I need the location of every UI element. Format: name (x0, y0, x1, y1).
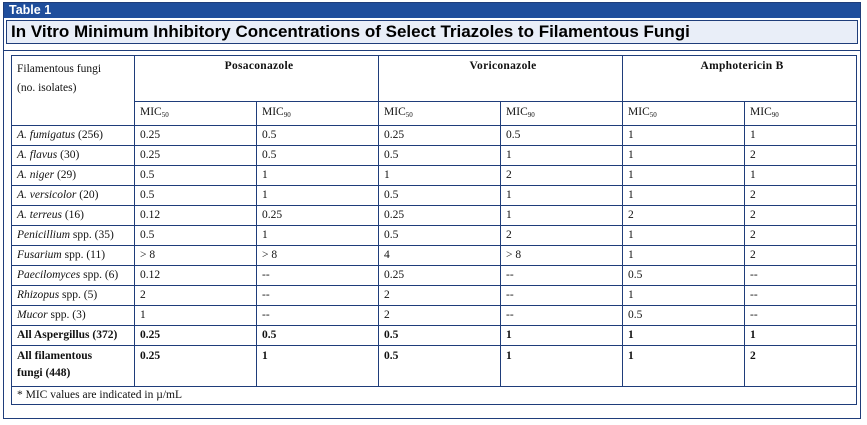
mic50-header (135, 102, 257, 126)
mic-value-cell: 0.25 (135, 346, 257, 387)
mic-sub-90: 90 (771, 111, 779, 119)
table-row (12, 206, 857, 226)
mic-value-cell: 0.5 (379, 346, 501, 387)
isolate-count: spp. (5) (59, 289, 98, 301)
mic-value-cell: 0.5 (623, 306, 745, 326)
mic-prefix: MIC (262, 106, 284, 118)
group-header-posaconazole: Posaconazole (135, 56, 379, 102)
mic-value-cell: 1 (379, 166, 501, 186)
isolate-count: (16) (61, 209, 84, 221)
mic-value-cell: 1 (501, 326, 623, 346)
mic-prefix: MIC (750, 106, 772, 118)
mic-value-cell: 1 (257, 186, 379, 206)
mic-value-cell: 1 (623, 286, 745, 306)
table-row (12, 266, 857, 286)
species-name: A. versicolor (17, 189, 77, 201)
mic-prefix: MIC (506, 106, 528, 118)
species-name: A. fumigatus (17, 129, 76, 141)
fungi-column-header (12, 56, 135, 126)
summary-label-cell (12, 346, 135, 387)
species-name: Rhizopus (17, 289, 60, 301)
mic-value-cell: 0.25 (135, 126, 257, 146)
mic-value-cell: 1 (501, 146, 623, 166)
mic-value-cell: 1 (745, 126, 857, 146)
species-name: Mucor (17, 309, 48, 321)
mic-value-cell: 0.12 (135, 206, 257, 226)
isolate-count: (20) (76, 189, 99, 201)
mic-value-cell: -- (501, 286, 623, 306)
mic90-header (257, 102, 379, 126)
mic-prefix: MIC (384, 106, 406, 118)
mic-value-cell: 0.25 (257, 206, 379, 226)
species-name: A. terreus (17, 209, 62, 221)
mic-value-cell: 0.12 (135, 266, 257, 286)
mic-value-cell: 0.25 (135, 326, 257, 346)
mic-prefix: MIC (140, 106, 162, 118)
mic-value-cell: 1 (501, 206, 623, 226)
mic-value-cell: 0.5 (623, 266, 745, 286)
isolate-count: spp. (3) (47, 309, 86, 321)
table-frame (3, 2, 861, 419)
isolate-count: spp. (11) (61, 249, 106, 261)
isolate-count: (29) (54, 169, 77, 181)
table-row (12, 186, 857, 206)
mic-value-cell: 2 (135, 286, 257, 306)
species-name: A. niger (17, 169, 55, 181)
mic-value-cell: > 8 (501, 246, 623, 266)
mic-value-cell: 0.5 (501, 126, 623, 146)
mic90-header (745, 102, 857, 126)
header-row-groups (12, 56, 857, 102)
species-cell (12, 246, 135, 266)
mic-value-cell: 1 (623, 226, 745, 246)
mic-value-cell: 2 (623, 206, 745, 226)
mic-value-cell: 2 (745, 346, 857, 387)
mic-value-cell: 4 (379, 246, 501, 266)
species-cell (12, 306, 135, 326)
table-row (12, 246, 857, 266)
group-header-amphotericin: Amphotericin B (623, 56, 857, 102)
mic-value-cell: 1 (623, 326, 745, 346)
mic-value-cell: 1 (623, 146, 745, 166)
mic-value-cell: 1 (257, 166, 379, 186)
mic-value-cell: 1 (623, 346, 745, 387)
mic-value-cell: 0.5 (379, 326, 501, 346)
species-cell (12, 126, 135, 146)
table-row (12, 166, 857, 186)
isolate-count: spp. (35) (70, 229, 114, 241)
mic-value-cell: 0.5 (257, 126, 379, 146)
fungi-header-line2: (no. isolates) (17, 82, 77, 94)
mic-sub-50: 50 (405, 111, 413, 119)
mic-value-cell: 1 (745, 326, 857, 346)
table-label: Table 1 (4, 3, 860, 18)
mic-value-cell: 1 (623, 186, 745, 206)
summary-label-line1: All filamentous (17, 350, 93, 362)
mic-sub-50: 50 (649, 111, 657, 119)
mic-sub-90: 90 (527, 111, 535, 119)
species-cell (12, 186, 135, 206)
mic50-header (623, 102, 745, 126)
mic-value-cell: 2 (745, 146, 857, 166)
table-row (12, 226, 857, 246)
species-name: A. flavus (17, 149, 58, 161)
mic-value-cell: 0.5 (257, 146, 379, 166)
footnote-row (12, 387, 857, 405)
mic-value-cell: -- (745, 266, 857, 286)
mic-value-cell: -- (257, 266, 379, 286)
mic50-header (379, 102, 501, 126)
summary-row (12, 326, 857, 346)
mic90-header (501, 102, 623, 126)
mic-value-cell: 2 (379, 306, 501, 326)
mic-value-cell: -- (501, 266, 623, 286)
mic-value-cell: 0.5 (135, 226, 257, 246)
mic-value-cell: -- (257, 286, 379, 306)
mic-value-cell: 0.25 (135, 146, 257, 166)
mic-value-cell: 2 (501, 226, 623, 246)
mic-sub-90: 90 (283, 111, 291, 119)
mic-value-cell: 2 (745, 206, 857, 226)
species-name: Fusarium (17, 249, 62, 261)
mic-value-cell: 0.25 (379, 266, 501, 286)
mic-value-cell: 2 (745, 186, 857, 206)
mic-value-cell: -- (745, 306, 857, 326)
summary-row (12, 346, 857, 387)
mic-value-cell: 0.25 (379, 126, 501, 146)
species-name: Penicillium (17, 229, 71, 241)
isolate-count: (256) (75, 129, 103, 141)
species-cell (12, 226, 135, 246)
table-row (12, 306, 857, 326)
table-title: In Vitro Minimum Inhibitory Concentrations of Select Triazoles to Filamentous Fungi (6, 20, 858, 44)
summary-label-line2: fungi (448) (17, 367, 71, 379)
mic-value-cell: -- (745, 286, 857, 306)
mic-value-cell: 0.25 (379, 206, 501, 226)
mic-value-cell: 0.5 (135, 186, 257, 206)
species-cell (12, 266, 135, 286)
mic-value-cell: 0.5 (379, 226, 501, 246)
mic-table (11, 55, 857, 405)
mic-value-cell: 0.5 (135, 166, 257, 186)
mic-value-cell: > 8 (257, 246, 379, 266)
mic-sub-50: 50 (161, 111, 169, 119)
mic-value-cell: 1 (257, 346, 379, 387)
mic-value-cell: 1 (135, 306, 257, 326)
mic-value-cell: -- (501, 306, 623, 326)
mic-value-cell: 1 (257, 226, 379, 246)
table-body (12, 126, 857, 387)
title-bar (4, 18, 860, 51)
species-cell (12, 146, 135, 166)
group-header-voriconazole: Voriconazole (379, 56, 623, 102)
mic-value-cell: 2 (745, 226, 857, 246)
mic-value-cell: 2 (379, 286, 501, 306)
table-row (12, 286, 857, 306)
mic-value-cell: 1 (623, 126, 745, 146)
header-row-mic (12, 102, 857, 126)
fungi-header-line1: Filamentous fungi (17, 63, 102, 75)
mic-value-cell: 1 (501, 186, 623, 206)
mic-prefix: MIC (628, 106, 650, 118)
species-cell (12, 166, 135, 186)
footnote: * MIC values are indicated in µ/mL (12, 387, 857, 405)
mic-value-cell: -- (257, 306, 379, 326)
mic-value-cell: 1 (623, 246, 745, 266)
summary-label-cell: All Aspergillus (372) (12, 326, 135, 346)
species-cell (12, 286, 135, 306)
mic-value-cell: > 8 (135, 246, 257, 266)
isolate-count: (30) (57, 149, 80, 161)
mic-value-cell: 2 (745, 246, 857, 266)
mic-value-cell: 2 (501, 166, 623, 186)
mic-value-cell: 0.5 (379, 186, 501, 206)
isolate-count: spp. (6) (80, 269, 119, 281)
mic-value-cell: 1 (623, 166, 745, 186)
species-name: Paecilomyces (17, 269, 81, 281)
mic-value-cell: 1 (501, 346, 623, 387)
mic-value-cell: 0.5 (257, 326, 379, 346)
mic-value-cell: 0.5 (379, 146, 501, 166)
table-row (12, 126, 857, 146)
table-row (12, 146, 857, 166)
mic-value-cell: 1 (745, 166, 857, 186)
species-cell (12, 206, 135, 226)
